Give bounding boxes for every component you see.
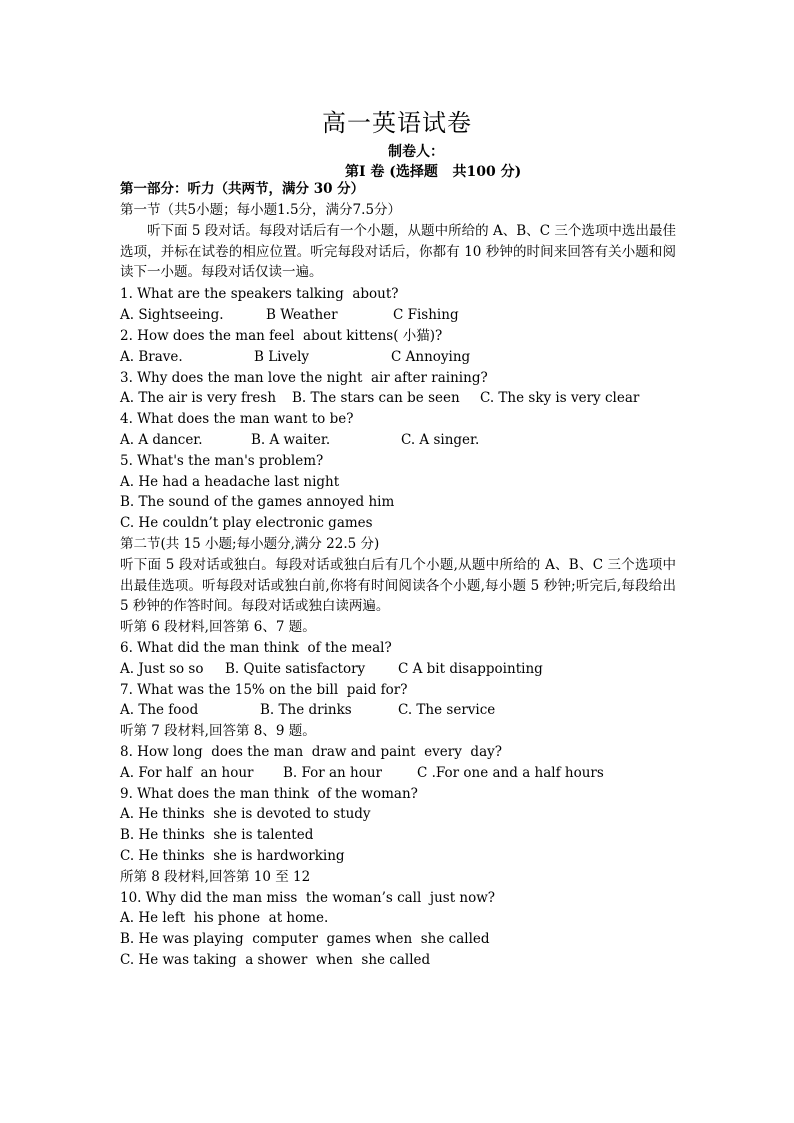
q1-option-c: C Fishing: [393, 307, 459, 323]
section2-instructions: 听下面 5 段对话或独白。每段对话或独白后有几个小题,从题中所给的 A、B、C 三个选项中出最佳选项。听每段对话或独白前,你将有时间阅读各个小题,每小题 5 秒钟;听完后,每段给出 5 秒钟的作答时间。每段对话或独白读两遍。: [120, 557, 676, 615]
material-7-label: 听第 7 段材料,回答第 8、9 题。: [120, 723, 316, 739]
question-7: 7. What was the 15% on the bill paid for?: [120, 682, 408, 698]
question-5: 5. What's the man's problem?: [120, 453, 324, 469]
listening-heading: 第一部分：听力（共两节，满分 30 分）: [120, 181, 365, 197]
author-label: 制卷人：: [388, 144, 444, 160]
q9-option-a: A. He thinks she is devoted to study: [120, 806, 371, 822]
q10-option-c: C. He was taking a shower when she called: [120, 952, 431, 968]
q3-option-a: A. The air is very fresh: [120, 390, 277, 406]
q4-option-a: A. A dancer.: [120, 432, 203, 448]
material-8-label: 所第 8 段材料,回答第 10 至 12: [120, 869, 311, 885]
q5-option-b: B. The sound of the games annoyed him: [120, 494, 395, 510]
q8-option-c: C .For one and a half hours: [417, 765, 604, 781]
q9-option-c: C. He thinks she is hardworking: [120, 848, 345, 864]
q2-option-a: A. Brave.: [120, 349, 183, 365]
q1-option-a: A. Sightseeing.: [120, 307, 224, 323]
q7-option-a: A. The food: [120, 702, 199, 718]
q4-option-c: C. A singer.: [401, 432, 480, 448]
q1-option-b: B Weather: [266, 307, 338, 323]
part-title: 第Ⅰ 卷 (选择题 共100 分): [345, 164, 522, 180]
q8-option-a: A. For half an hour: [120, 765, 254, 781]
material-6-label: 听第 6 段材料,回答第 6、7 题。: [120, 619, 316, 635]
question-10: 10. Why did the man miss the woman’s call just now?: [120, 890, 496, 906]
q7-option-c: C. The service: [398, 702, 496, 718]
q10-option-a: A. He left his phone at home.: [120, 910, 329, 926]
q2-option-c: C Annoying: [391, 349, 471, 365]
q6-option-c: C A bit disappointing: [398, 661, 543, 677]
q6-option-a: A. Just so so: [120, 661, 204, 677]
section1-heading: 第一节（共5小题；每小题1.5分，满分7.5分）: [120, 202, 402, 218]
q3-option-b: B. The stars can be seen: [292, 390, 460, 406]
page-title: 高一英语试卷: [322, 109, 472, 137]
q5-option-c: C. He couldn’t play electronic games: [120, 515, 373, 531]
q9-option-b: B. He thinks she is talented: [120, 827, 314, 843]
question-4: 4. What does the man want to be?: [120, 411, 354, 427]
section1-instructions: 听下面 5 段对话。每段对话后有一个小题，从题中所给的 A、B、C 三个选项中选出最佳选项，并标在试卷的相应位置。听完每段对话后，你都有 10 秒钟的时间来回答有关小题和阅读下一小题。每段对话仅读一遍。: [120, 223, 676, 281]
q2-option-b: B Lively: [254, 349, 310, 365]
question-2: 2. How does the man feel about kittens( 小猫)?: [120, 328, 443, 344]
q5-option-a: A. He had a headache last night: [120, 474, 340, 490]
q6-option-b: B. Quite satisfactory: [225, 661, 366, 677]
section2-heading: 第二节(共 15 小题;每小题分,满分 22.5 分): [120, 536, 380, 552]
q10-option-b: B. He was playing computer games when she called: [120, 931, 490, 947]
question-3: 3. Why does the man love the night air after raining?: [120, 370, 488, 386]
question-6: 6. What did the man think of the meal?: [120, 640, 392, 656]
q7-option-b: B. The drinks: [260, 702, 352, 718]
q4-option-b: B. A waiter.: [251, 432, 331, 448]
question-8: 8. How long does the man draw and paint every day?: [120, 744, 502, 760]
q3-option-c: C. The sky is very clear: [480, 390, 640, 406]
question-1: 1. What are the speakers talking about?: [120, 286, 399, 302]
question-9: 9. What does the man think of the woman?: [120, 786, 418, 802]
q8-option-b: B. For an hour: [283, 765, 383, 781]
